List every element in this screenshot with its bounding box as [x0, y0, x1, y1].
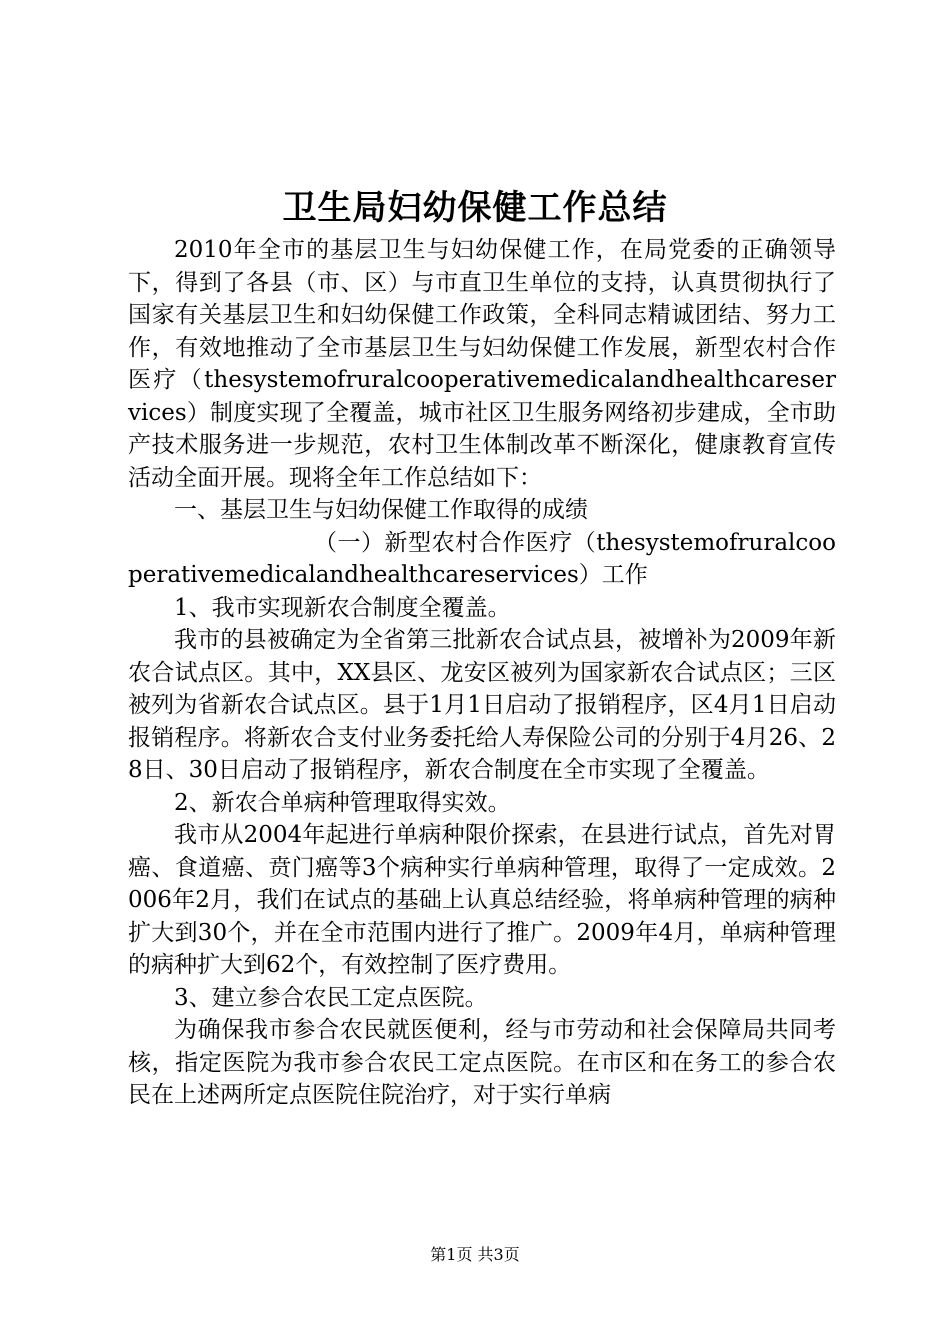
- document-title: 卫生局妇幼保健工作总结: [282, 188, 668, 228]
- paragraph-item-2: 我市从2004年起进行单病种限价探索，在县进行试点，首先对胃癌、食道癌、贲门癌等3个病种实行单病种管理，取得了一定成效。2006年2月，我们在试点的基础上认真总结经验，将单病种管理的病种扩大到30个，并在全市范围内进行了推广。2009年4月，单病种管理的病种扩大到62个，有效控制了医疗费用。: [128, 822, 836, 978]
- item-heading-1: 1、我市实现新农合制度全覆盖。: [174, 594, 511, 621]
- item-heading-2: 2、新农合单病种管理取得实效。: [174, 789, 511, 816]
- item-heading-3: 3、建立参合农民工定点医院。: [174, 984, 488, 1011]
- subsection-heading-ncms: （一）新型农村合作医疗（thesystemofruralcooperativemedicalandhealthcareservices）工作: [128, 529, 836, 588]
- paragraph-item-1: 我市的县被确定为全省第三批新农合试点县，被增补为2009年新农合试点区。其中，XX县区、龙安区被列为国家新农合试点区；三区被列为省新农合试点区。县于1月1日启动了报销程序，区4月1日启动报销程序。将新农合支付业务委托给人寿保险公司的分别于4月26、28日、30日启动了报销程序，新农合制度在全市实现了全覆盖。: [128, 627, 836, 783]
- document-body: [128, 234, 836, 1112]
- paragraph-item-3: 为确保我市参合农民就医便利，经与市劳动和社会保障局共同考核，指定医院为我市参合农民工定点医院。在市区和在务工的参合农民在上述两所定点医院住院治疗，对于实行单病: [128, 1017, 836, 1108]
- paragraph-intro: 2010年全市的基层卫生与妇幼保健工作，在局党委的正确领导下，得到了各县（市、区）与市直卫生单位的支持，认真贯彻执行了国家有关基层卫生和妇幼保健工作政策，全科同志精诚团结、努力工作，有效地推动了全市基层卫生与妇幼保健工作发展，新型农村合作医疗（thesystemofruralcooperativemedicalandhealthcareservices）制度实现了全覆盖，城市社区卫生服务网络初步建成，全市助产技术服务进一步规范，农村卫生体制改革不断深化，健康教育宣传活动全面开展。现将全年工作总结如下：: [128, 237, 836, 491]
- page-footer: 第1页 共3页: [430, 1245, 520, 1264]
- section-heading-achievements: 一、基层卫生与妇幼保健工作取得的成绩: [174, 497, 588, 523]
